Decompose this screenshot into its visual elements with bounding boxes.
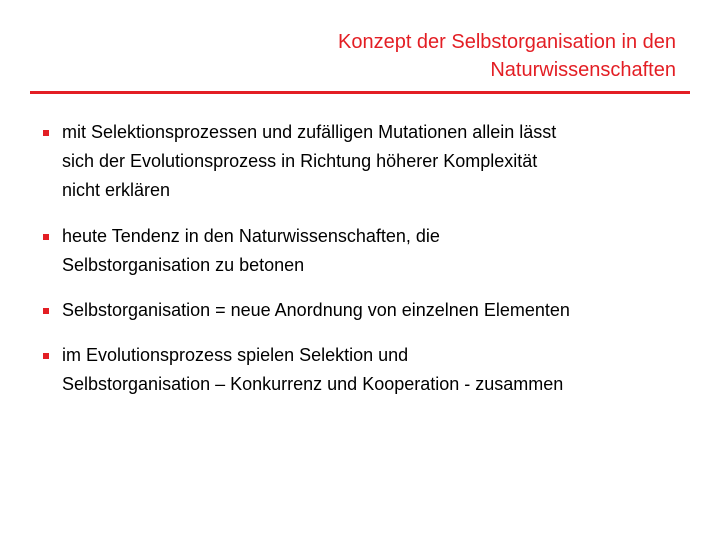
bullet-text-1-line-1: mit Selektionsprozessen und zufälligen Mutationen allein lässt	[62, 122, 557, 142]
bullet-text-3	[62, 296, 692, 325]
square-bullet-icon	[43, 308, 49, 314]
bullet-text-4	[62, 341, 692, 399]
bullet-text-4-line-2: Selbstorganisation – Konkurrenz und Kooperation - zusammen	[62, 374, 564, 394]
slide-title-line-2: Naturwissenschaften	[490, 59, 676, 81]
square-bullet-icon	[43, 353, 49, 359]
bullet-text-1	[62, 118, 692, 205]
bullet-text-1-line-3: nicht erklären	[62, 180, 171, 200]
bullet-text-2-line-1: heute Tendenz in den Naturwissenschaften, die	[62, 226, 440, 246]
bullet-text-2	[62, 222, 692, 280]
bullet-text-1-line-2: sich der Evolutionsprozess in Richtung höherer Komplexität	[62, 151, 538, 171]
bullet-text-3-line-1: Selbstorganisation = neue Anordnung von einzelnen Elementen	[62, 300, 570, 320]
square-bullet-icon	[43, 234, 49, 240]
slide-title-line-1: Konzept der Selbstorganisation in den	[337, 31, 676, 53]
square-bullet-icon	[43, 130, 49, 136]
bullet-text-2-line-2: Selbstorganisation zu betonen	[62, 255, 305, 275]
bullet-text-4-line-1: im Evolutionsprozess spielen Selektion und	[62, 345, 409, 365]
